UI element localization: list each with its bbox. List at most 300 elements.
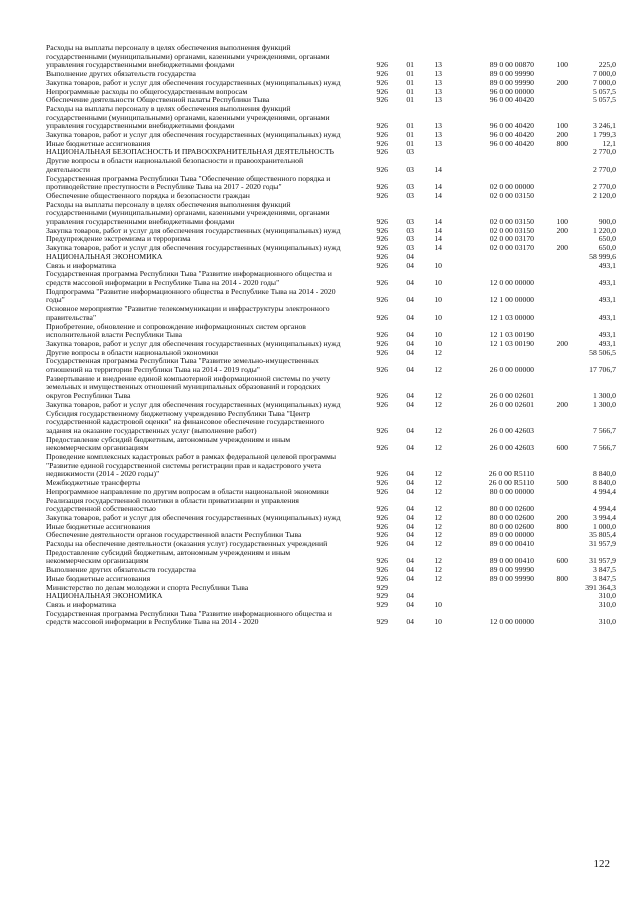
row-subsection-code: 12 [434, 539, 442, 549]
row-name: Проведение комплексных кадастровых работ в рамках федеральной целевой программы "Развитие единой государственной системы регистрации прав и кадастрового учета недвижимости (2014 - 2020 годы)" [46, 452, 337, 479]
row-target-article [442, 584, 534, 593]
row-name: Обеспечение общественного порядка и безопасности граждан [46, 190, 250, 200]
row-target-article [442, 148, 534, 157]
row-name: Другие вопросы в области национальной экономики [46, 347, 219, 357]
row-amount: 7 566,7 [592, 443, 616, 453]
row-amount: 4 994,4 [592, 486, 616, 496]
row-section-code: 03 [406, 190, 414, 200]
row-target-article: 12 1 03 00000 [489, 312, 534, 322]
row-ved-code: 926 [376, 347, 388, 357]
row-ved-code: 926 [376, 138, 388, 148]
budget-table-body [46, 44, 616, 627]
table-row [46, 592, 616, 601]
row-subsection-code: 14 [434, 164, 442, 174]
row-amount: 900,0 [598, 217, 616, 227]
row-expense-type: 100 [556, 60, 568, 70]
row-ved-code: 926 [376, 530, 388, 540]
row-expense-type [534, 540, 568, 549]
row-amount: 5 057,5 [592, 86, 616, 96]
row-expense-type [534, 270, 568, 287]
row-name: Реализация государственной политики в области приватизации и управления государственной собственностью [46, 495, 299, 514]
row-target-article: 26 0 00 02601 [489, 391, 534, 401]
row-section-code: 04 [406, 312, 414, 322]
row-amount: 493,1 [598, 312, 616, 322]
row-amount: 650,0 [598, 243, 616, 253]
row-ved-code: 926 [376, 443, 388, 453]
row-name: Государственная программа Республики Тыва "Обеспечение общественного порядка и противодействие преступности в Республике Тыва на 2017 - 2020 годы" [46, 173, 331, 192]
row-ved-code: 929 [376, 591, 388, 601]
row-section-code: 03 [406, 217, 414, 227]
row-amount: 650,0 [598, 234, 616, 244]
row-target-article: 96 0 00 40420 [489, 121, 534, 131]
row-amount: 7 566,7 [592, 425, 616, 435]
row-ved-code: 926 [376, 277, 388, 287]
row-section-code: 04 [406, 539, 414, 549]
row-ved-code: 926 [376, 69, 388, 79]
budget-table [46, 44, 616, 627]
row-name: Закупка товаров, работ и услуг для обеспечения государственных (муниципальных) нужд [46, 512, 341, 522]
row-ved-code: 926 [376, 251, 388, 261]
row-ved-code: 926 [376, 565, 388, 575]
table-row [46, 375, 616, 401]
row-section-code: 04 [406, 251, 414, 261]
row-expense-type: 200 [556, 399, 568, 409]
row-amount: 493,1 [598, 295, 616, 305]
row-expense-type [534, 349, 568, 358]
row-target-article: 12 1 00 00000 [489, 295, 534, 305]
row-amount: 493,1 [598, 338, 616, 348]
row-target-article: 96 0 00 40420 [489, 95, 534, 105]
row-amount: 310,0 [598, 591, 616, 601]
row-target-article: 89 0 00 00410 [489, 539, 534, 549]
row-target-article [442, 262, 534, 271]
row-subsection-code: 12 [434, 504, 442, 514]
row-target-article: 80 0 00 00000 [489, 486, 534, 496]
table-row [46, 305, 616, 322]
row-amount: 1 220,0 [592, 225, 616, 235]
row-amount: 493,1 [598, 277, 616, 287]
row-name: Иные бюджетные ассигнования [46, 573, 151, 583]
row-section-code: 01 [406, 95, 414, 105]
table-row [46, 436, 616, 453]
row-section-code: 04 [406, 443, 414, 453]
row-expense-type: 800 [556, 573, 568, 583]
row-name: Закупка товаров, работ и услуг для обеспечения государственных (муниципальных) нужд [46, 225, 341, 235]
row-amount: 2 770,0 [592, 182, 616, 192]
table-row [46, 410, 616, 436]
row-subsection-code: 10 [434, 338, 442, 348]
row-section-code: 03 [406, 234, 414, 244]
row-section-code: 04 [406, 399, 414, 409]
row-subsection-code: 14 [434, 182, 442, 192]
row-amount: 1 799,3 [592, 130, 616, 140]
row-name: Обеспечение деятельности органов государственной власти Республики Тыва [46, 530, 302, 540]
row-subsection-code: 10 [434, 330, 442, 340]
row-target-article: 26 0 00 42603 [489, 443, 534, 453]
row-name: Обеспечение деятельности Общественной палаты Республики Тыва [46, 95, 270, 105]
row-expense-type: 600 [556, 556, 568, 566]
row-amount: 8 840,0 [592, 478, 616, 488]
row-subsection-code: 10 [434, 617, 442, 627]
row-subsection-code: 14 [434, 225, 442, 235]
row-expense-type: 200 [556, 512, 568, 522]
table-row [46, 157, 616, 174]
row-ved-code: 926 [376, 182, 388, 192]
row-section-code: 04 [406, 338, 414, 348]
row-target-article: 80 0 00 02600 [489, 512, 534, 522]
row-ved-code: 926 [376, 512, 388, 522]
row-name: Государственная программа Республики Тыва "Развитие информационного общества и средств массовой информации в Республике Тыва на 2014 - 2020 годы" [46, 269, 332, 287]
row-target-article: 89 0 00 99990 [489, 77, 534, 87]
row-name: Министерство по делам молодежи и спорта Республики Тыва [46, 582, 249, 592]
row-ved-code: 926 [376, 77, 388, 87]
row-section-code: 04 [406, 347, 414, 357]
row-subsection-code: 10 [434, 295, 442, 305]
row-target-article: 96 0 00 00000 [489, 86, 534, 96]
row-expense-type [534, 157, 568, 174]
row-target-article: 12 1 03 00190 [489, 330, 534, 340]
row-section-code: 04 [406, 521, 414, 531]
row-expense-type: 100 [556, 121, 568, 131]
row-section-code: 04 [406, 469, 414, 479]
row-ved-code: 926 [376, 486, 388, 496]
row-subsection-code: 12 [434, 365, 442, 375]
row-target-article: 26 0 00 02601 [489, 399, 534, 409]
row-ved-code: 926 [376, 164, 388, 174]
row-subsection-code: 13 [434, 69, 442, 79]
row-section-code: 03 [406, 164, 414, 174]
row-amount: 7 000,0 [592, 77, 616, 87]
table-row [46, 610, 616, 627]
row-name: Закупка товаров, работ и услуг для обеспечения государственных (муниципальных) нужд [46, 243, 341, 253]
row-target-article: 96 0 00 40420 [489, 130, 534, 140]
row-name: Основное мероприятие "Развитие телекоммуникации и инфраструктуры электронного правительства" [46, 304, 330, 322]
row-ved-code: 926 [376, 295, 388, 305]
row-amount: 4 994,4 [592, 504, 616, 514]
row-name: Другие вопросы в области национальной безопасности и правоохранительной деятельности [46, 156, 304, 174]
row-target-article: 96 0 00 40420 [489, 138, 534, 148]
row-name: Непрограммные расходы по общегосударственным вопросам [46, 86, 248, 96]
row-target-article: 80 0 00 02600 [489, 504, 534, 514]
row-section-code: 03 [406, 147, 414, 157]
table-row [46, 549, 616, 566]
row-section-code: 04 [406, 486, 414, 496]
row-amount: 5 057,5 [592, 95, 616, 105]
row-name: Связь и информатика [46, 260, 117, 270]
row-amount: 2 770,0 [592, 147, 616, 157]
row-subsection-code: 13 [434, 77, 442, 87]
row-target-article: 02 0 00 03170 [489, 234, 534, 244]
row-section-code: 04 [406, 478, 414, 488]
row-amount: 3 246,1 [592, 121, 616, 131]
row-ved-code: 926 [376, 312, 388, 322]
row-section-code: 01 [406, 130, 414, 140]
row-ved-code: 926 [376, 217, 388, 227]
row-subsection-code: 12 [434, 425, 442, 435]
row-name: Иные бюджетные ассигнования [46, 138, 151, 148]
row-section-code: 01 [406, 77, 414, 87]
row-name: Выполнение других обязательств государства [46, 69, 196, 79]
row-amount: 493,1 [598, 260, 616, 270]
row-subsection-code: 12 [434, 556, 442, 566]
row-amount: 493,1 [598, 330, 616, 340]
row-target-article [442, 157, 534, 174]
row-section-code: 04 [406, 600, 414, 609]
row-subsection-code: 13 [434, 60, 442, 70]
row-section-code: 03 [406, 225, 414, 235]
row-ved-code: 926 [376, 391, 388, 401]
row-target-article: 02 0 00 03150 [489, 217, 534, 227]
row-section-code: 01 [406, 138, 414, 148]
row-subsection-code: 12 [434, 399, 442, 409]
row-subsection-code: 12 [434, 521, 442, 531]
row-expense-type [534, 453, 568, 479]
row-ved-code: 929 [376, 617, 388, 627]
row-name: Подпрограмма "Развитие информационного общества в Республике Тыва на 2014 - 2020 годы" [46, 286, 336, 305]
row-section-code: 04 [406, 504, 414, 514]
row-subsection-code: 13 [434, 121, 442, 131]
row-subsection-code: 14 [434, 217, 442, 227]
table-row [46, 497, 616, 514]
row-ved-code: 926 [376, 338, 388, 348]
row-name: Непрограммное направление по другим вопросам в области национальной экономики [46, 486, 329, 496]
row-ved-code: 926 [376, 95, 388, 105]
row-amount: 31 957,9 [589, 556, 616, 566]
table-row [46, 357, 616, 374]
row-expense-type: 600 [556, 443, 568, 453]
row-section-code: 04 [406, 512, 414, 522]
row-expense-type [534, 375, 568, 401]
row-target-article [442, 601, 534, 610]
row-section-code: 01 [406, 121, 414, 131]
row-target-article: 89 0 00 00000 [489, 530, 534, 540]
row-target-article: 12 1 03 00190 [489, 338, 534, 348]
row-target-article: 26 0 00 42603 [489, 425, 534, 435]
row-target-article: 26 0 00 R5110 [488, 478, 534, 488]
row-target-article: 02 0 00 00000 [489, 182, 534, 192]
row-name: Субсидия государственному бюджетному учреждению Республики Тыва "Центр государственной кадастровой оценки" на финансовое обеспечение государственного задания на оказание государственных услуг (выполнение работ) [46, 408, 325, 435]
row-ved-code: 926 [376, 190, 388, 200]
row-subsection-code: 12 [434, 565, 442, 575]
row-amount: 3 847,5 [592, 573, 616, 583]
row-ved-code: 926 [376, 260, 388, 270]
row-ved-code: 926 [376, 60, 388, 70]
row-expense-type [534, 323, 568, 340]
row-name: Развертывание и внедрение единой компьютерной информационной системы по учету земельных и имущественных отношений муниципальных образований и городских округов Республики Тыва [46, 373, 331, 401]
row-subsection-code: 13 [434, 95, 442, 105]
row-ved-code: 926 [376, 130, 388, 140]
row-target-article: 02 0 00 03150 [489, 190, 534, 200]
row-target-article [442, 592, 534, 601]
row-section-code: 03 [406, 182, 414, 192]
row-name: Предупреждение экстремизма и терроризма [46, 234, 191, 244]
row-expense-type: 200 [556, 338, 568, 348]
row-target-article: 89 0 00 99990 [489, 573, 534, 583]
row-name: НАЦИОНАЛЬНАЯ ЭКОНОМИКА [46, 251, 163, 261]
row-section-code: 04 [406, 425, 414, 435]
row-section-code: 04 [406, 391, 414, 401]
row-amount: 3 994,4 [592, 512, 616, 522]
row-amount: 310,0 [598, 617, 616, 627]
row-ved-code: 926 [376, 121, 388, 131]
row-subsection-code: 10 [434, 260, 442, 270]
row-name: Расходы на выплаты персоналу в целях обеспечения выполнения функций государственными (муниципальными) органами, казенными учреждениями, органами управления государственными внебюджетными фондами [46, 103, 330, 131]
row-amount: 7 000,0 [592, 69, 616, 79]
row-subsection-code: 13 [434, 130, 442, 140]
table-row [46, 453, 616, 479]
row-ved-code: 929 [376, 600, 388, 609]
row-ved-code: 926 [376, 147, 388, 157]
row-ved-code: 926 [376, 234, 388, 244]
row-subsection-code: 10 [434, 277, 442, 287]
row-section-code: 01 [406, 60, 414, 70]
table-row [46, 44, 616, 70]
row-subsection-code: 13 [434, 86, 442, 96]
row-amount: 391 364,3 [585, 582, 616, 592]
row-name: Связь и информатика [46, 600, 117, 609]
row-ved-code: 926 [376, 556, 388, 566]
row-amount: 2 120,0 [592, 190, 616, 200]
row-expense-type [534, 601, 568, 610]
row-section-code: 03 [406, 243, 414, 253]
table-row [46, 201, 616, 227]
row-name: Закупка товаров, работ и услуг для обеспечения государственных (муниципальных) нужд [46, 77, 341, 87]
row-expense-type [534, 88, 568, 97]
page-number: 122 [593, 858, 610, 870]
row-section-code: 04 [406, 295, 414, 305]
row-subsection-code [414, 584, 442, 593]
row-expense-type: 200 [556, 77, 568, 87]
row-target-article [442, 349, 534, 358]
row-expense-type [534, 357, 568, 374]
row-name: Государственная программа Республики Тыва "Развитие информационного общества и средств массовой информации в Республике Тыва на 2014 - 2020 [46, 608, 332, 627]
row-target-article: 12 0 00 00000 [489, 617, 534, 627]
row-amount: 2 770,0 [592, 164, 616, 174]
row-subsection-code: 12 [434, 443, 442, 453]
row-expense-type [534, 584, 568, 593]
row-name: Предоставление субсидий бюджетным, автономным учреждениям и иным некоммерческим организациям [46, 434, 291, 453]
row-subsection-code: 12 [434, 347, 442, 357]
row-ved-code: 926 [376, 225, 388, 235]
row-ved-code: 926 [376, 399, 388, 409]
row-ved-code: 926 [376, 504, 388, 514]
row-subsection-code: 12 [434, 391, 442, 401]
row-section-code: 01 [406, 69, 414, 79]
row-subsection-code: 12 [434, 512, 442, 522]
row-section-code: 04 [406, 260, 414, 270]
row-section-code: 04 [406, 330, 414, 340]
row-subsection-code: 12 [434, 478, 442, 488]
row-name: Предоставление субсидий бюджетным, автономным учреждениям и иным некоммерческим организациям [46, 547, 291, 566]
row-subsection-code [414, 148, 442, 157]
row-amount: 8 840,0 [592, 469, 616, 479]
row-name: НАЦИОНАЛЬНАЯ ЭКОНОМИКА [46, 591, 163, 601]
row-amount: 12,1 [602, 138, 616, 148]
row-expense-type: 200 [556, 225, 568, 235]
row-name: Межбюджетные трансферты [46, 478, 141, 488]
row-ved-code: 926 [376, 521, 388, 531]
row-subsection-code: 10 [434, 600, 442, 609]
row-expense-type [534, 192, 568, 201]
row-amount: 1 000,0 [592, 521, 616, 531]
table-row [46, 253, 616, 262]
row-expense-type [534, 148, 568, 157]
row-subsection-code: 14 [434, 243, 442, 253]
row-section-code: 01 [406, 86, 414, 96]
row-target-article: 02 0 00 03150 [489, 225, 534, 235]
row-ved-code: 926 [376, 86, 388, 96]
row-expense-type [534, 488, 568, 497]
row-expense-type [534, 253, 568, 262]
row-expense-type [534, 175, 568, 192]
table-row [46, 323, 616, 340]
row-amount: 1 300,0 [592, 391, 616, 401]
row-amount: 31 957,9 [589, 539, 616, 549]
row-section-code: 04 [406, 573, 414, 583]
row-name: Расходы на выплаты персоналу в целях обеспечения выполнения функций государственными (муниципальными) органами, казенными учреждениями, органами управления государственными внебюджетными фондами [46, 199, 330, 227]
row-subsection-code: 10 [434, 312, 442, 322]
row-name: Государственная программа Республики Тыва "Развитие земельно-имущественных отношений на территории Республики Тыва на 2014 - 2019 годы" [46, 356, 319, 375]
row-expense-type: 100 [556, 217, 568, 227]
table-row [46, 175, 616, 192]
row-section-code: 04 [406, 365, 414, 375]
row-amount: 1 300,0 [592, 399, 616, 409]
row-section-code: 04 [406, 617, 414, 627]
row-expense-type [534, 305, 568, 322]
row-name: Закупка товаров, работ и услуг для обеспечения государственных (муниципальных) нужд [46, 130, 341, 140]
row-subsection-code: 12 [434, 573, 442, 583]
row-expense-type [534, 410, 568, 436]
row-name: Приобретение, обновление и сопровождение информационных систем органов исполнительной власти Республики Тыва [46, 321, 306, 340]
row-target-article: 26 0 00 00000 [489, 365, 534, 375]
row-section-code: 04 [406, 556, 414, 566]
row-subsection-code: 13 [434, 138, 442, 148]
row-name: Закупка товаров, работ и услуг для обеспечения государственных (муниципальных) нужд [46, 399, 341, 409]
row-target-article: 89 0 00 00410 [489, 556, 534, 566]
row-expense-type [534, 497, 568, 514]
row-amount: 225,0 [598, 60, 616, 70]
row-target-article: 89 0 00 00870 [489, 60, 534, 70]
row-subsection-code: 14 [434, 234, 442, 244]
row-expense-type: 800 [556, 521, 568, 531]
row-target-article: 89 0 00 99990 [489, 565, 534, 575]
table-row [46, 288, 616, 305]
row-target-article [442, 253, 534, 262]
row-target-article: 02 0 00 03170 [489, 243, 534, 253]
row-section-code: 04 [406, 591, 414, 601]
row-ved-code: 929 [376, 582, 388, 592]
table-row [46, 270, 616, 287]
row-target-article: 12 0 00 00000 [489, 277, 534, 287]
row-amount: 17 706,7 [589, 365, 616, 375]
row-subsection-code: 14 [434, 190, 442, 200]
row-name: Закупка товаров, работ и услуг для обеспечения государственных (муниципальных) нужд [46, 338, 341, 348]
row-expense-type: 200 [556, 130, 568, 140]
row-expense-type: 800 [556, 138, 568, 148]
row-name: Иные бюджетные ассигнования [46, 521, 151, 531]
row-expense-type [534, 288, 568, 305]
row-ved-code: 926 [376, 425, 388, 435]
row-ved-code: 926 [376, 330, 388, 340]
row-subsection-code: 12 [434, 530, 442, 540]
row-expense-type [534, 592, 568, 601]
row-ved-code: 926 [376, 573, 388, 583]
row-ved-code: 926 [376, 469, 388, 479]
row-target-article: 89 0 00 99990 [489, 69, 534, 79]
row-section-code: 04 [406, 565, 414, 575]
row-amount: 58 999,6 [589, 251, 616, 261]
table-row [46, 105, 616, 131]
